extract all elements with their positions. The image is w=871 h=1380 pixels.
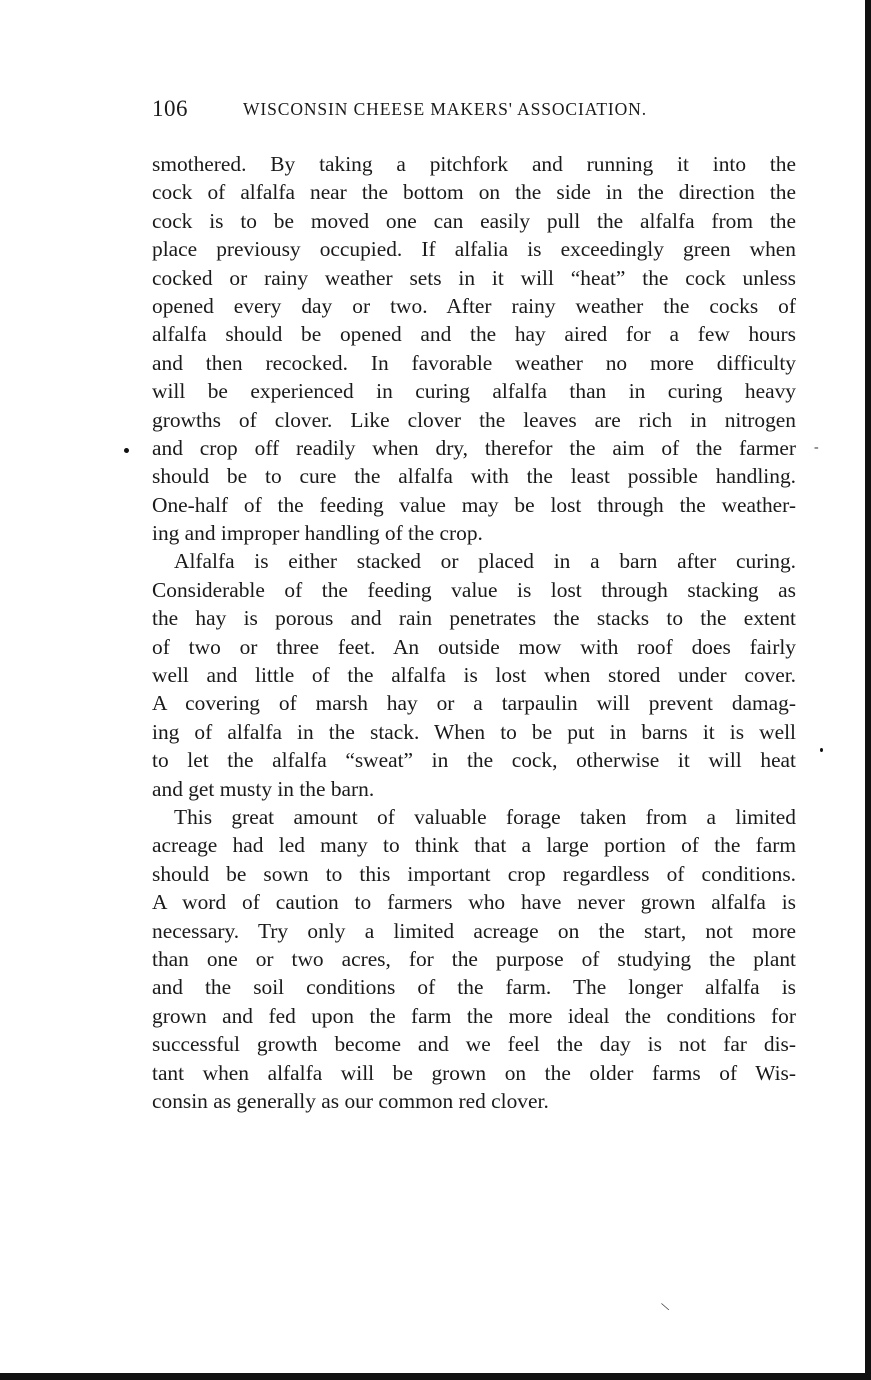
scan-speck: \: [660, 1300, 672, 1316]
text-line: A word of caution to farmers who have never grown alfalfa is: [152, 890, 796, 915]
text-line: One-half of the feeding value may be lost through the weather-: [152, 492, 796, 517]
text-line: consin as generally as our common red clover.: [152, 1088, 549, 1113]
text-line: successful growth become and we feel the day is not far dis-: [152, 1032, 796, 1057]
text-line: than one or two acres, for the purpose of studying the plant: [152, 946, 796, 971]
text-line: opened every day or two. After rainy weather the cocks of: [152, 293, 796, 318]
text-line: well and little of the alfalfa is lost when stored under cover.: [152, 663, 796, 688]
paragraph-1: [152, 150, 796, 547]
text-line: acreage had led many to think that a large portion of the farm: [152, 833, 796, 858]
text-line: cock of alfalfa near the bottom on the side in the direction the: [152, 180, 796, 205]
page-number: 106: [152, 96, 188, 121]
scan-border-right: [865, 0, 871, 1380]
text-line: ing of alfalfa in the stack. When to be put in barns it is well: [152, 719, 796, 744]
text-line: cock is to be moved one can easily pull the alfalfa from the: [152, 208, 796, 233]
text-line: should be to cure the alfalfa with the least possible handling.: [152, 464, 796, 489]
text-line: necessary. Try only a limited acreage on the start, not more: [152, 918, 796, 943]
scan-speck: -: [814, 440, 819, 455]
text-line: of two or three feet. An outside mow with roof does fairly: [152, 634, 796, 659]
text-line: and crop off readily when dry, therefor the aim of the farmer: [152, 435, 796, 460]
text-line: tant when alfalfa will be grown on the older farms of Wis-: [152, 1060, 796, 1085]
text-line: and the soil conditions of the farm. The longer alfalfa is: [152, 975, 796, 1000]
paragraph-3: [152, 803, 796, 1115]
text-line: place previousy occupied. If alfalia is exceedingly green when: [152, 237, 796, 262]
text-line: A covering of marsh hay or a tarpaulin will prevent damag-: [152, 691, 796, 716]
scan-speck: [820, 748, 823, 752]
text-line: alfalfa should be opened and the hay aired for a few hours: [152, 322, 796, 347]
paragraph-2: [152, 547, 796, 803]
text-line: will be experienced in curing alfalfa than in curing heavy: [152, 379, 796, 404]
text-line: Alfalfa is either stacked or placed in a barn after curing.: [174, 549, 796, 574]
text-line: the hay is porous and rain penetrates the stacks to the extent: [152, 606, 796, 631]
text-line: Considerable of the feeding value is lost through stacking as: [152, 577, 796, 602]
scan-border-bottom: [0, 1373, 871, 1380]
running-title: WISCONSIN CHEESE MAKERS' ASSOCIATION.: [243, 99, 647, 119]
text-line: cocked or rainy weather sets in it will “heat” the cock unless: [152, 265, 796, 290]
text-line: smothered. By taking a pitchfork and running it into the: [152, 152, 796, 176]
text-line: growths of clover. Like clover the leaves are rich in nitrogen: [152, 407, 796, 432]
body-text: [152, 150, 796, 1115]
text-line: to let the alfalfa “sweat” in the cock, otherwise it will heat: [152, 748, 796, 773]
text-line: grown and fed upon the farm the more ideal the conditions for: [152, 1003, 796, 1028]
text-line: This great amount of valuable forage taken from a limited: [174, 804, 796, 829]
text-line: and get musty in the barn.: [152, 776, 375, 801]
text-line: ing and improper handling of the crop.: [152, 521, 483, 546]
running-header: [152, 96, 712, 126]
text-line: should be sown to this important crop regardless of conditions.: [152, 861, 796, 886]
text-line: and then recocked. In favorable weather no more difficulty: [152, 350, 796, 375]
scan-speck: [124, 448, 129, 453]
